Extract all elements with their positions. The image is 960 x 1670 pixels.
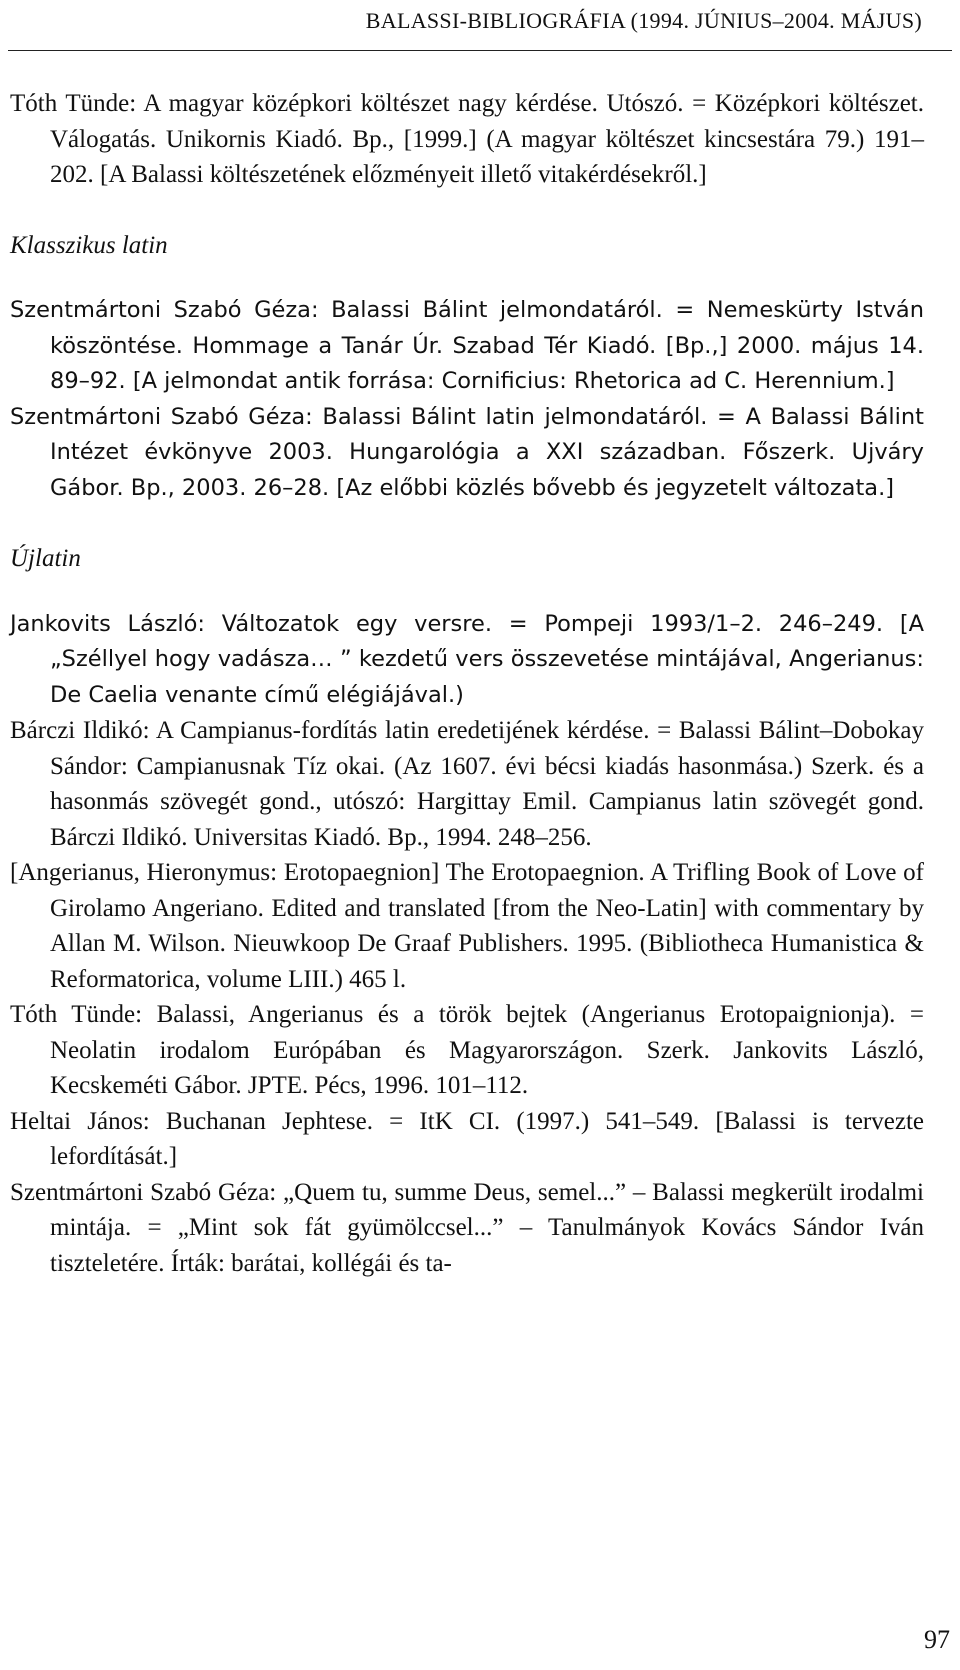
bibliography-entry: Szentmártoni Szabó Géza: Balassi Bálint latin jelmondatáról. = A Balassi Bálint Intézet évkönyve 2003. Hungarológia a XXI században. Főszerk. Ujváry Gábor. Bp., 2003. 26–28. [Az előbbi közlés bővebb és jegyzetelt változata.] — [10, 403, 924, 501]
bibliography-entry: Heltai János: Buchanan Jephtese. = ItK CI. (1997.) 541–549. [Balassi is tervezte lefordítását.] — [10, 1107, 924, 1170]
bibliography-entry: Bárczi Ildikó: A Campianus-fordítás latin eredetijének kérdése. = Balassi Bálint–Dobokay Sándor: Campianusnak Tíz okai. (Az 1607. évi bécsi kiadás hasonmása.) Szerk. és a hasonmás szövegét gond., utószó: Hargittay Emil. Campianus latin szövegét gond. Bárczi Ildikó. Universitas Kiadó. Bp., 1994. 248–256. — [10, 717, 924, 851]
section-heading-ujlatin: Újlatin — [10, 545, 81, 572]
page-number: 97 — [924, 1625, 950, 1654]
bibliography-entry: Tóth Tünde: A magyar középkori költészet nagy kérdése. Utószó. = Középkori költészet. Válogatás. Unikornis Kiadó. Bp., [1999.] (A magyar költészet kincsestára 79.) 191–202. [A Balassi költészetének előzményeit illető vitakérdésekről.] — [10, 90, 924, 188]
page-body — [10, 86, 924, 1281]
bibliography-entry: Tóth Tünde: Balassi, Angerianus és a török bejtek (Angerianus Erotopaignionja). = Neolatin irodalom Európában és Magyarországon. Szerk. Jankovits László, Kecskeméti Gábor. JPTE. Pécs, 1996. 101–112. — [10, 1001, 924, 1099]
bibliography-entry: Szentmártoni Szabó Géza: „Quem tu, summe Deus, semel...” – Balassi megkerült irodalmi mintája. = „Mint sok fát gyümölccsel...” – Tanulmányok Kovács Sándor Iván tiszteletére. Írták: barátai, kollégái és ta- — [10, 1178, 924, 1277]
bibliography-entry: Jankovits László: Változatok egy versre. = Pompeji 1993/1–2. 246–249. [A „Széllyel hogy vadásza… ” kezdetű vers összevetése mintájával, Angerianus: De Caelia venante című elégiájával.) — [10, 610, 924, 708]
header-rule — [8, 50, 952, 51]
bibliography-entry: [Angerianus, Hieronymus: Erotopaegnion] The Erotopaegnion. A Trifling Book of Love of Girolamo Angeriano. Edited and translated [from the Neo-Latin] with commentary by Allan M. Wilson. Nieuwkoop De Graaf Publishers. 1995. (Bibliotheca Humanistica & Reformatorica, volume LIII.) 465 l. — [10, 859, 924, 993]
section-heading-klasszikus-latin: Klasszikus latin — [10, 231, 168, 259]
bibliography-entry: Szentmártoni Szabó Géza: Balassi Bálint jelmondatáról. = Nemeskürty István köszöntése. Hommage a Tanár Úr. Szabad Tér Kiadó. [Bp.,] 2000. május 14. 89–92. [A jelmondat antik forrása: Cornificius: Rhetorica ad C. Herennium.] — [10, 297, 924, 394]
running-header: BALASSI-BIBLIOGRÁFIA (1994. JÚNIUS–2004. MÁJUS) — [365, 8, 922, 33]
